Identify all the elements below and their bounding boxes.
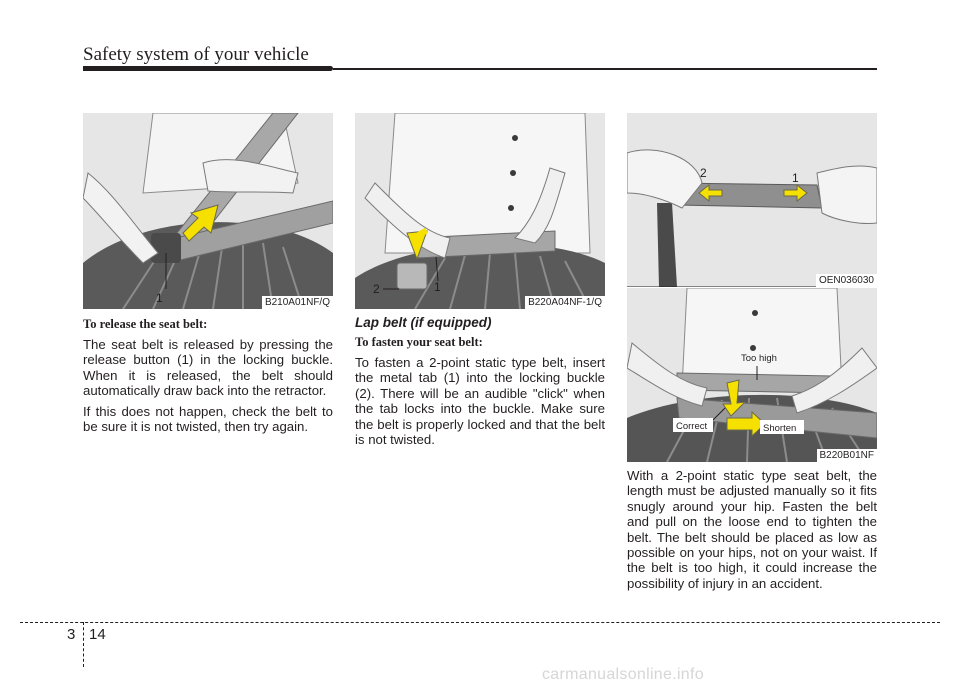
paragraph-adjust-instructions: With a 2-point static type seat belt, the length must be adjusted manually so it fits snugly around your hip. Fasten the belt and pull on the loose end to tighten the belt. The belt should be placed as low as possible on your hips, not on your waist. If the belt is too high, it could increase the possibility of injury in an accident. xyxy=(627,468,877,591)
figure-release-belt xyxy=(83,113,333,309)
illustration-belt-position xyxy=(627,288,877,462)
paragraph-release-instructions: The seat belt is released by pressing the release button (1) in the locking buckle. When it is released, the belt should automatically draw back into the retractor. xyxy=(83,337,333,399)
subhead-release-belt: To release the seat belt: xyxy=(83,317,208,331)
footer-dashed-divider xyxy=(83,622,84,667)
section-heading-lap-belt: Lap belt (if equipped) xyxy=(355,315,492,330)
header-rule-thick xyxy=(83,66,333,71)
paragraph-fasten-instructions: To fasten a 2-point static type belt, insert the metal tab (1) into the locking buckle (2). There will be an audible "click" when the tab locks into the buckle. Make sure the belt is properly locked and that the belt is not twisted. xyxy=(355,355,605,448)
page-header-title: Safety system of your vehicle xyxy=(83,44,309,65)
illustration-adjust-belt-length xyxy=(627,113,877,287)
subhead-fasten-belt: To fasten your seat belt: xyxy=(355,335,483,349)
column-belt-adjustment xyxy=(627,468,877,596)
figure-adjust-belt-length xyxy=(627,113,877,287)
callout-1: 1 xyxy=(156,291,163,305)
too-high-label: Too high xyxy=(741,353,777,364)
column-release-belt xyxy=(83,317,333,439)
figure-fasten-lap-belt xyxy=(355,113,605,309)
illustration-release-belt xyxy=(83,113,333,309)
page-number: 14 xyxy=(89,626,106,643)
figure-belt-position xyxy=(627,288,877,462)
figure-code-label: B220B01NF xyxy=(817,449,877,462)
figure-code-label: OEN036030 xyxy=(816,274,877,287)
header-rule-thin xyxy=(333,68,877,70)
paragraph-release-troubleshoot: If this does not happen, check the belt to be sure it is not twisted, then try again. xyxy=(83,403,333,435)
shorten-label: Shorten xyxy=(763,423,797,434)
page-section-number: 3 xyxy=(67,626,76,643)
callout-1: 1 xyxy=(434,280,441,294)
illustration-fasten-lap-belt xyxy=(355,113,605,309)
watermark: carmanualsonline.info xyxy=(542,666,704,683)
correct-label: Correct xyxy=(676,421,708,432)
footer-dashed-rule xyxy=(20,622,940,623)
figure-code-label: B210A01NF/Q xyxy=(262,296,333,309)
callout-1: 1 xyxy=(792,171,799,185)
column-lap-belt xyxy=(355,315,605,452)
figure-code-label: B220A04NF-1/Q xyxy=(525,296,605,309)
callout-2: 2 xyxy=(373,282,380,296)
callout-2: 2 xyxy=(700,166,707,180)
